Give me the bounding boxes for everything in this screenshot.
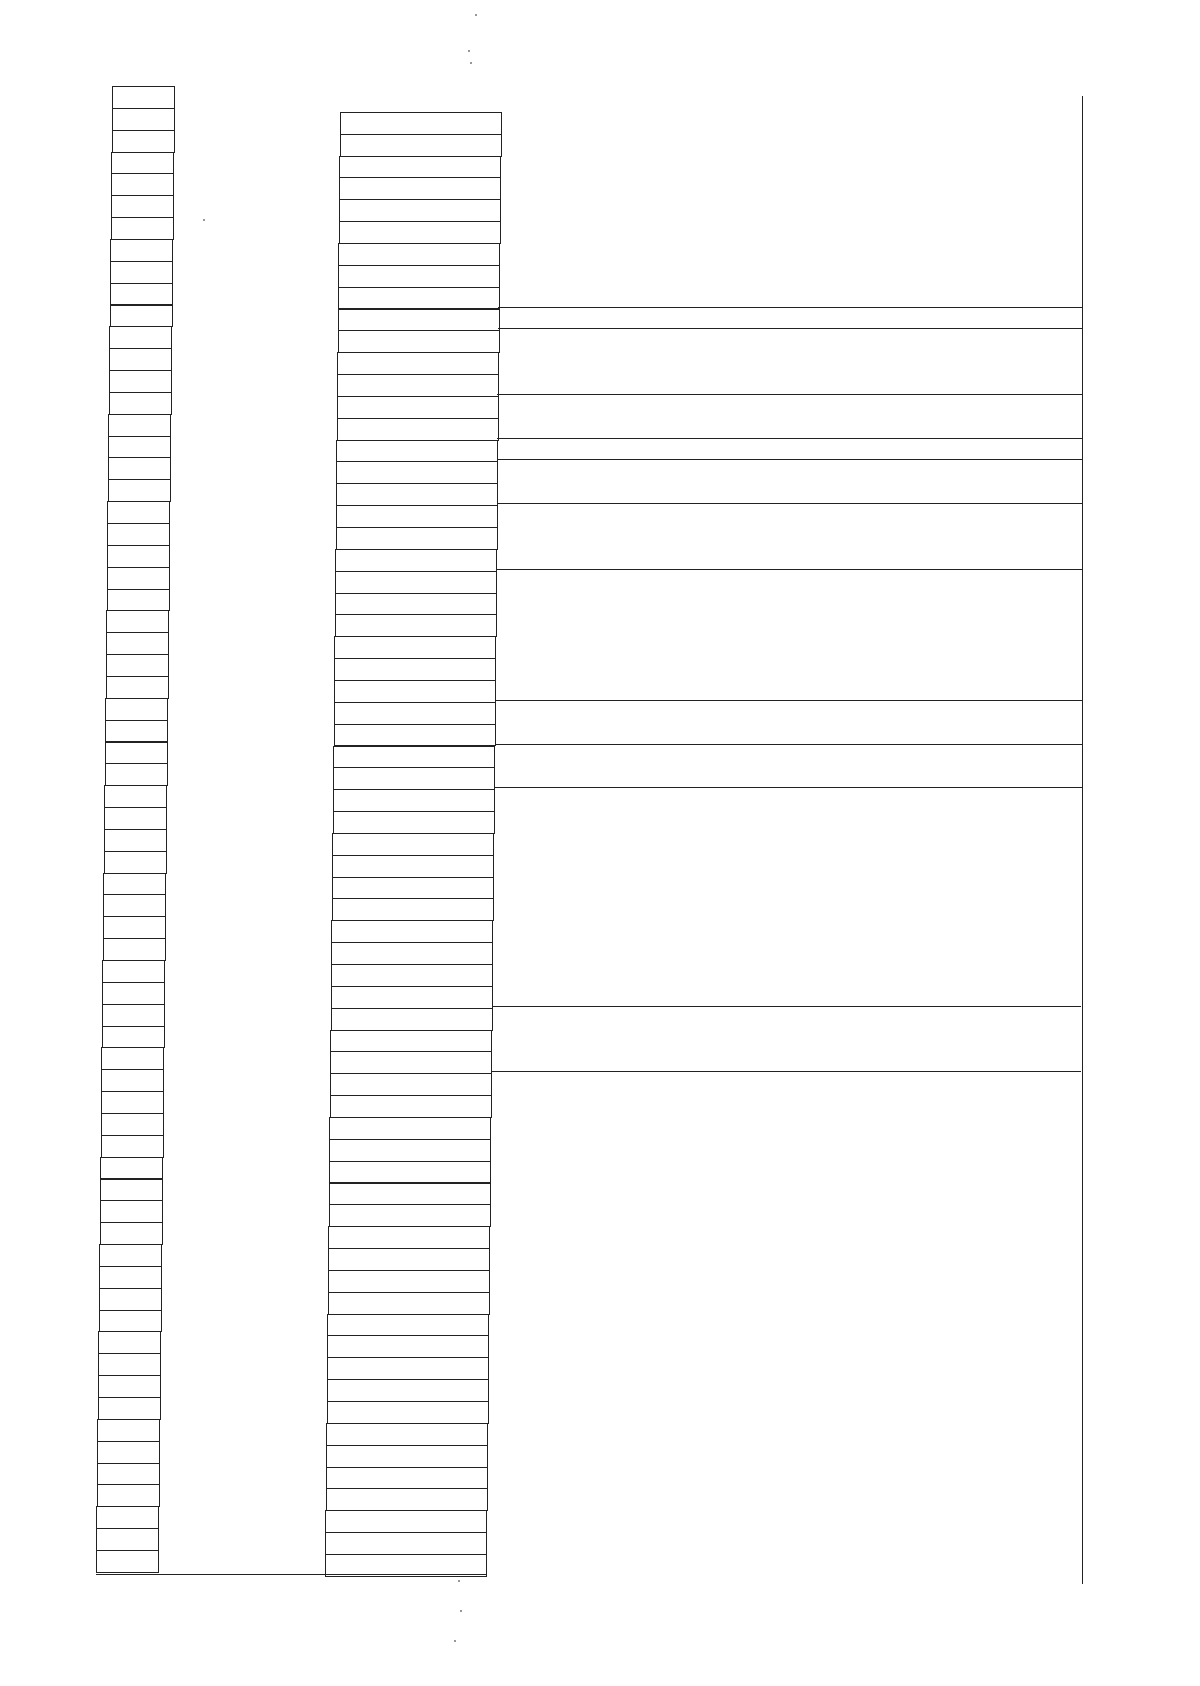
row-number-cell bbox=[112, 108, 175, 131]
apartment-cadastral-cell bbox=[334, 702, 496, 725]
apartment-cadastral-cell bbox=[336, 440, 498, 463]
row-number-cell bbox=[98, 1331, 161, 1354]
apartment-cadastral-cell bbox=[328, 1270, 490, 1293]
row-number-cell bbox=[106, 632, 169, 655]
apartment-cadastral-cell bbox=[338, 287, 500, 310]
apartment-cadastral-cell bbox=[339, 177, 501, 200]
row-number-cell bbox=[100, 1222, 163, 1245]
apartment-cadastral-cell bbox=[339, 221, 501, 244]
row-separator-line bbox=[497, 394, 1083, 395]
apartment-cadastral-cell bbox=[335, 593, 497, 616]
apartment-cadastral-cell bbox=[327, 1357, 489, 1380]
row-separator-line bbox=[497, 438, 1083, 439]
row-number-cell bbox=[107, 501, 170, 524]
row-number-cell bbox=[110, 261, 173, 284]
row-number-cell bbox=[107, 545, 170, 568]
row-number-cell bbox=[112, 130, 175, 153]
scan-speck bbox=[468, 50, 470, 52]
row-number-cell bbox=[99, 1310, 162, 1333]
apartment-cadastral-cell bbox=[329, 1183, 491, 1206]
row-number-cell bbox=[97, 1463, 160, 1486]
apartment-cadastral-cell bbox=[334, 636, 496, 659]
apartment-cadastral-cell bbox=[329, 1161, 491, 1184]
apartment-cadastral-cell bbox=[325, 1532, 487, 1555]
apartment-cadastral-cell bbox=[328, 1226, 490, 1249]
row-number-cell bbox=[98, 1397, 161, 1420]
row-separator-line bbox=[498, 307, 1083, 308]
apartment-cadastral-cell bbox=[336, 527, 498, 550]
apartment-cadastral-cell bbox=[326, 1488, 488, 1511]
apartment-cadastral-cell bbox=[330, 1030, 492, 1053]
row-number-cell bbox=[98, 1353, 161, 1376]
apartment-cadastral-cell bbox=[329, 1117, 491, 1140]
scan-speck bbox=[203, 219, 205, 221]
row-number-cell bbox=[108, 436, 171, 459]
row-separator-line bbox=[496, 569, 1083, 570]
row-number-cell bbox=[111, 173, 174, 196]
apartment-cadastral-cell bbox=[336, 505, 498, 528]
row-number-cell bbox=[109, 370, 172, 393]
row-number-cell bbox=[112, 86, 175, 109]
apartment-cadastral-cell bbox=[328, 1292, 490, 1315]
apartment-cadastral-cell bbox=[331, 1008, 493, 1031]
row-number-cell bbox=[108, 457, 171, 480]
apartment-cadastral-cell bbox=[335, 549, 497, 572]
row-number-cell bbox=[109, 392, 172, 415]
apartment-cadastral-cell bbox=[327, 1335, 489, 1358]
apartment-cadastral-cell bbox=[337, 352, 499, 375]
row-number-cell bbox=[110, 305, 173, 328]
row-separator-line bbox=[492, 1071, 1081, 1072]
apartment-cadastral-cell bbox=[332, 877, 494, 900]
row-number-cell bbox=[108, 479, 171, 502]
row-number-cell bbox=[96, 1528, 159, 1551]
row-number-cell bbox=[105, 763, 168, 786]
apartment-cadastral-cell bbox=[334, 658, 496, 681]
row-number-cell bbox=[99, 1288, 162, 1311]
row-number-cell bbox=[101, 1113, 164, 1136]
row-number-cell bbox=[100, 1179, 163, 1202]
scan-speck bbox=[454, 1640, 456, 1642]
row-number-cell bbox=[110, 283, 173, 306]
apartment-cadastral-cell bbox=[339, 156, 501, 179]
apartment-cadastral-cell bbox=[338, 330, 500, 353]
apartment-cadastral-cell bbox=[330, 1073, 492, 1096]
apartment-cadastral-cell bbox=[332, 855, 494, 878]
row-number-cell bbox=[99, 1244, 162, 1267]
apartment-cadastral-cell bbox=[337, 396, 499, 419]
row-number-cell bbox=[102, 1026, 165, 1049]
row-number-cell bbox=[100, 1157, 163, 1180]
apartment-cadastral-cell bbox=[331, 986, 493, 1009]
row-number-cell bbox=[109, 326, 172, 349]
apartment-cadastral-cell bbox=[336, 483, 498, 506]
row-number-cell bbox=[107, 589, 170, 612]
apartment-cadastral-cell bbox=[338, 243, 500, 266]
row-separator-line bbox=[495, 744, 1083, 745]
apartment-cadastral-cell bbox=[340, 134, 502, 157]
apartment-cadastral-cell bbox=[333, 789, 495, 812]
row-number-cell bbox=[111, 152, 174, 175]
apartment-cadastral-cell bbox=[328, 1248, 490, 1271]
row-number-cell bbox=[104, 785, 167, 808]
row-number-cell bbox=[97, 1484, 160, 1507]
row-separator-line bbox=[495, 700, 1082, 701]
apartment-cadastral-cell bbox=[337, 418, 499, 441]
apartment-cadastral-cell bbox=[326, 1423, 488, 1446]
row-number-cell bbox=[97, 1419, 160, 1442]
row-number-cell bbox=[103, 938, 166, 961]
right-border-line bbox=[1082, 96, 1083, 1584]
row-number-cell bbox=[106, 654, 169, 677]
row-number-cell bbox=[101, 1091, 164, 1114]
apartment-cadastral-cell bbox=[327, 1314, 489, 1337]
apartment-cadastral-cell bbox=[331, 942, 493, 965]
apartment-cadastral-cell bbox=[336, 461, 498, 484]
row-number-cell bbox=[101, 1069, 164, 1092]
apartment-cadastral-cell bbox=[331, 920, 493, 943]
scan-speck bbox=[458, 1580, 460, 1582]
scan-speck bbox=[460, 1610, 462, 1612]
apartment-cadastral-cell bbox=[330, 1051, 492, 1074]
row-separator-line bbox=[498, 328, 1083, 329]
row-number-cell bbox=[103, 916, 166, 939]
row-number-cell bbox=[101, 1135, 164, 1158]
row-number-cell bbox=[97, 1441, 160, 1464]
row-number-cell bbox=[104, 807, 167, 830]
row-number-cell bbox=[109, 348, 172, 371]
row-number-cell bbox=[105, 698, 168, 721]
row-number-cell bbox=[102, 982, 165, 1005]
row-number-cell bbox=[100, 1200, 163, 1223]
apartment-cadastral-cell bbox=[327, 1379, 489, 1402]
row-separator-line bbox=[492, 1006, 1081, 1007]
row-number-cell bbox=[104, 829, 167, 852]
row-number-cell bbox=[102, 960, 165, 983]
row-number-cell bbox=[106, 676, 169, 699]
row-number-cell bbox=[104, 851, 167, 874]
row-number-cell bbox=[96, 1550, 159, 1573]
apartment-cadastral-cell bbox=[333, 746, 495, 769]
apartment-cadastral-cell bbox=[332, 898, 494, 921]
apartment-cadastral-cell bbox=[333, 811, 495, 834]
row-number-cell bbox=[111, 217, 174, 240]
apartment-cadastral-cell bbox=[330, 1095, 492, 1118]
apartment-cadastral-cell bbox=[334, 680, 496, 703]
apartment-cadastral-cell bbox=[338, 309, 500, 332]
row-number-cell bbox=[107, 523, 170, 546]
apartment-cadastral-cell bbox=[335, 571, 497, 594]
row-number-cell bbox=[103, 873, 166, 896]
apartment-cadastral-cell bbox=[332, 833, 494, 856]
apartment-cadastral-cell bbox=[329, 1204, 491, 1227]
apartment-cadastral-cell bbox=[334, 724, 496, 747]
row-number-cell bbox=[99, 1266, 162, 1289]
row-number-cell bbox=[105, 720, 168, 743]
row-number-cell bbox=[101, 1047, 164, 1070]
row-separator-line bbox=[494, 787, 1082, 788]
apartment-cadastral-cell bbox=[333, 767, 495, 790]
apartment-cadastral-cell bbox=[331, 964, 493, 987]
apartment-cadastral-cell bbox=[326, 1467, 488, 1490]
row-number-cell bbox=[103, 894, 166, 917]
apartment-cadastral-cell bbox=[340, 112, 502, 135]
row-separator-line bbox=[497, 503, 1083, 504]
table-bottom-line bbox=[96, 1574, 486, 1575]
apartment-cadastral-cell bbox=[325, 1510, 487, 1533]
apartment-cadastral-cell bbox=[329, 1139, 491, 1162]
row-number-cell bbox=[108, 414, 171, 437]
row-number-cell bbox=[102, 1004, 165, 1027]
scan-speck bbox=[475, 14, 477, 16]
apartment-cadastral-cell bbox=[326, 1445, 488, 1468]
apartment-cadastral-cell bbox=[335, 614, 497, 637]
row-number-cell bbox=[111, 195, 174, 218]
scan-speck bbox=[470, 62, 472, 64]
apartment-cadastral-cell bbox=[327, 1401, 489, 1424]
apartment-cadastral-cell bbox=[339, 199, 501, 222]
row-separator-line bbox=[497, 459, 1083, 460]
row-number-cell bbox=[98, 1375, 161, 1398]
row-number-cell bbox=[110, 239, 173, 262]
apartment-cadastral-cell bbox=[337, 374, 499, 397]
apartment-cadastral-cell bbox=[338, 265, 500, 288]
row-number-cell bbox=[105, 742, 168, 765]
row-number-cell bbox=[106, 610, 169, 633]
row-number-cell bbox=[96, 1506, 159, 1529]
row-number-cell bbox=[107, 567, 170, 590]
